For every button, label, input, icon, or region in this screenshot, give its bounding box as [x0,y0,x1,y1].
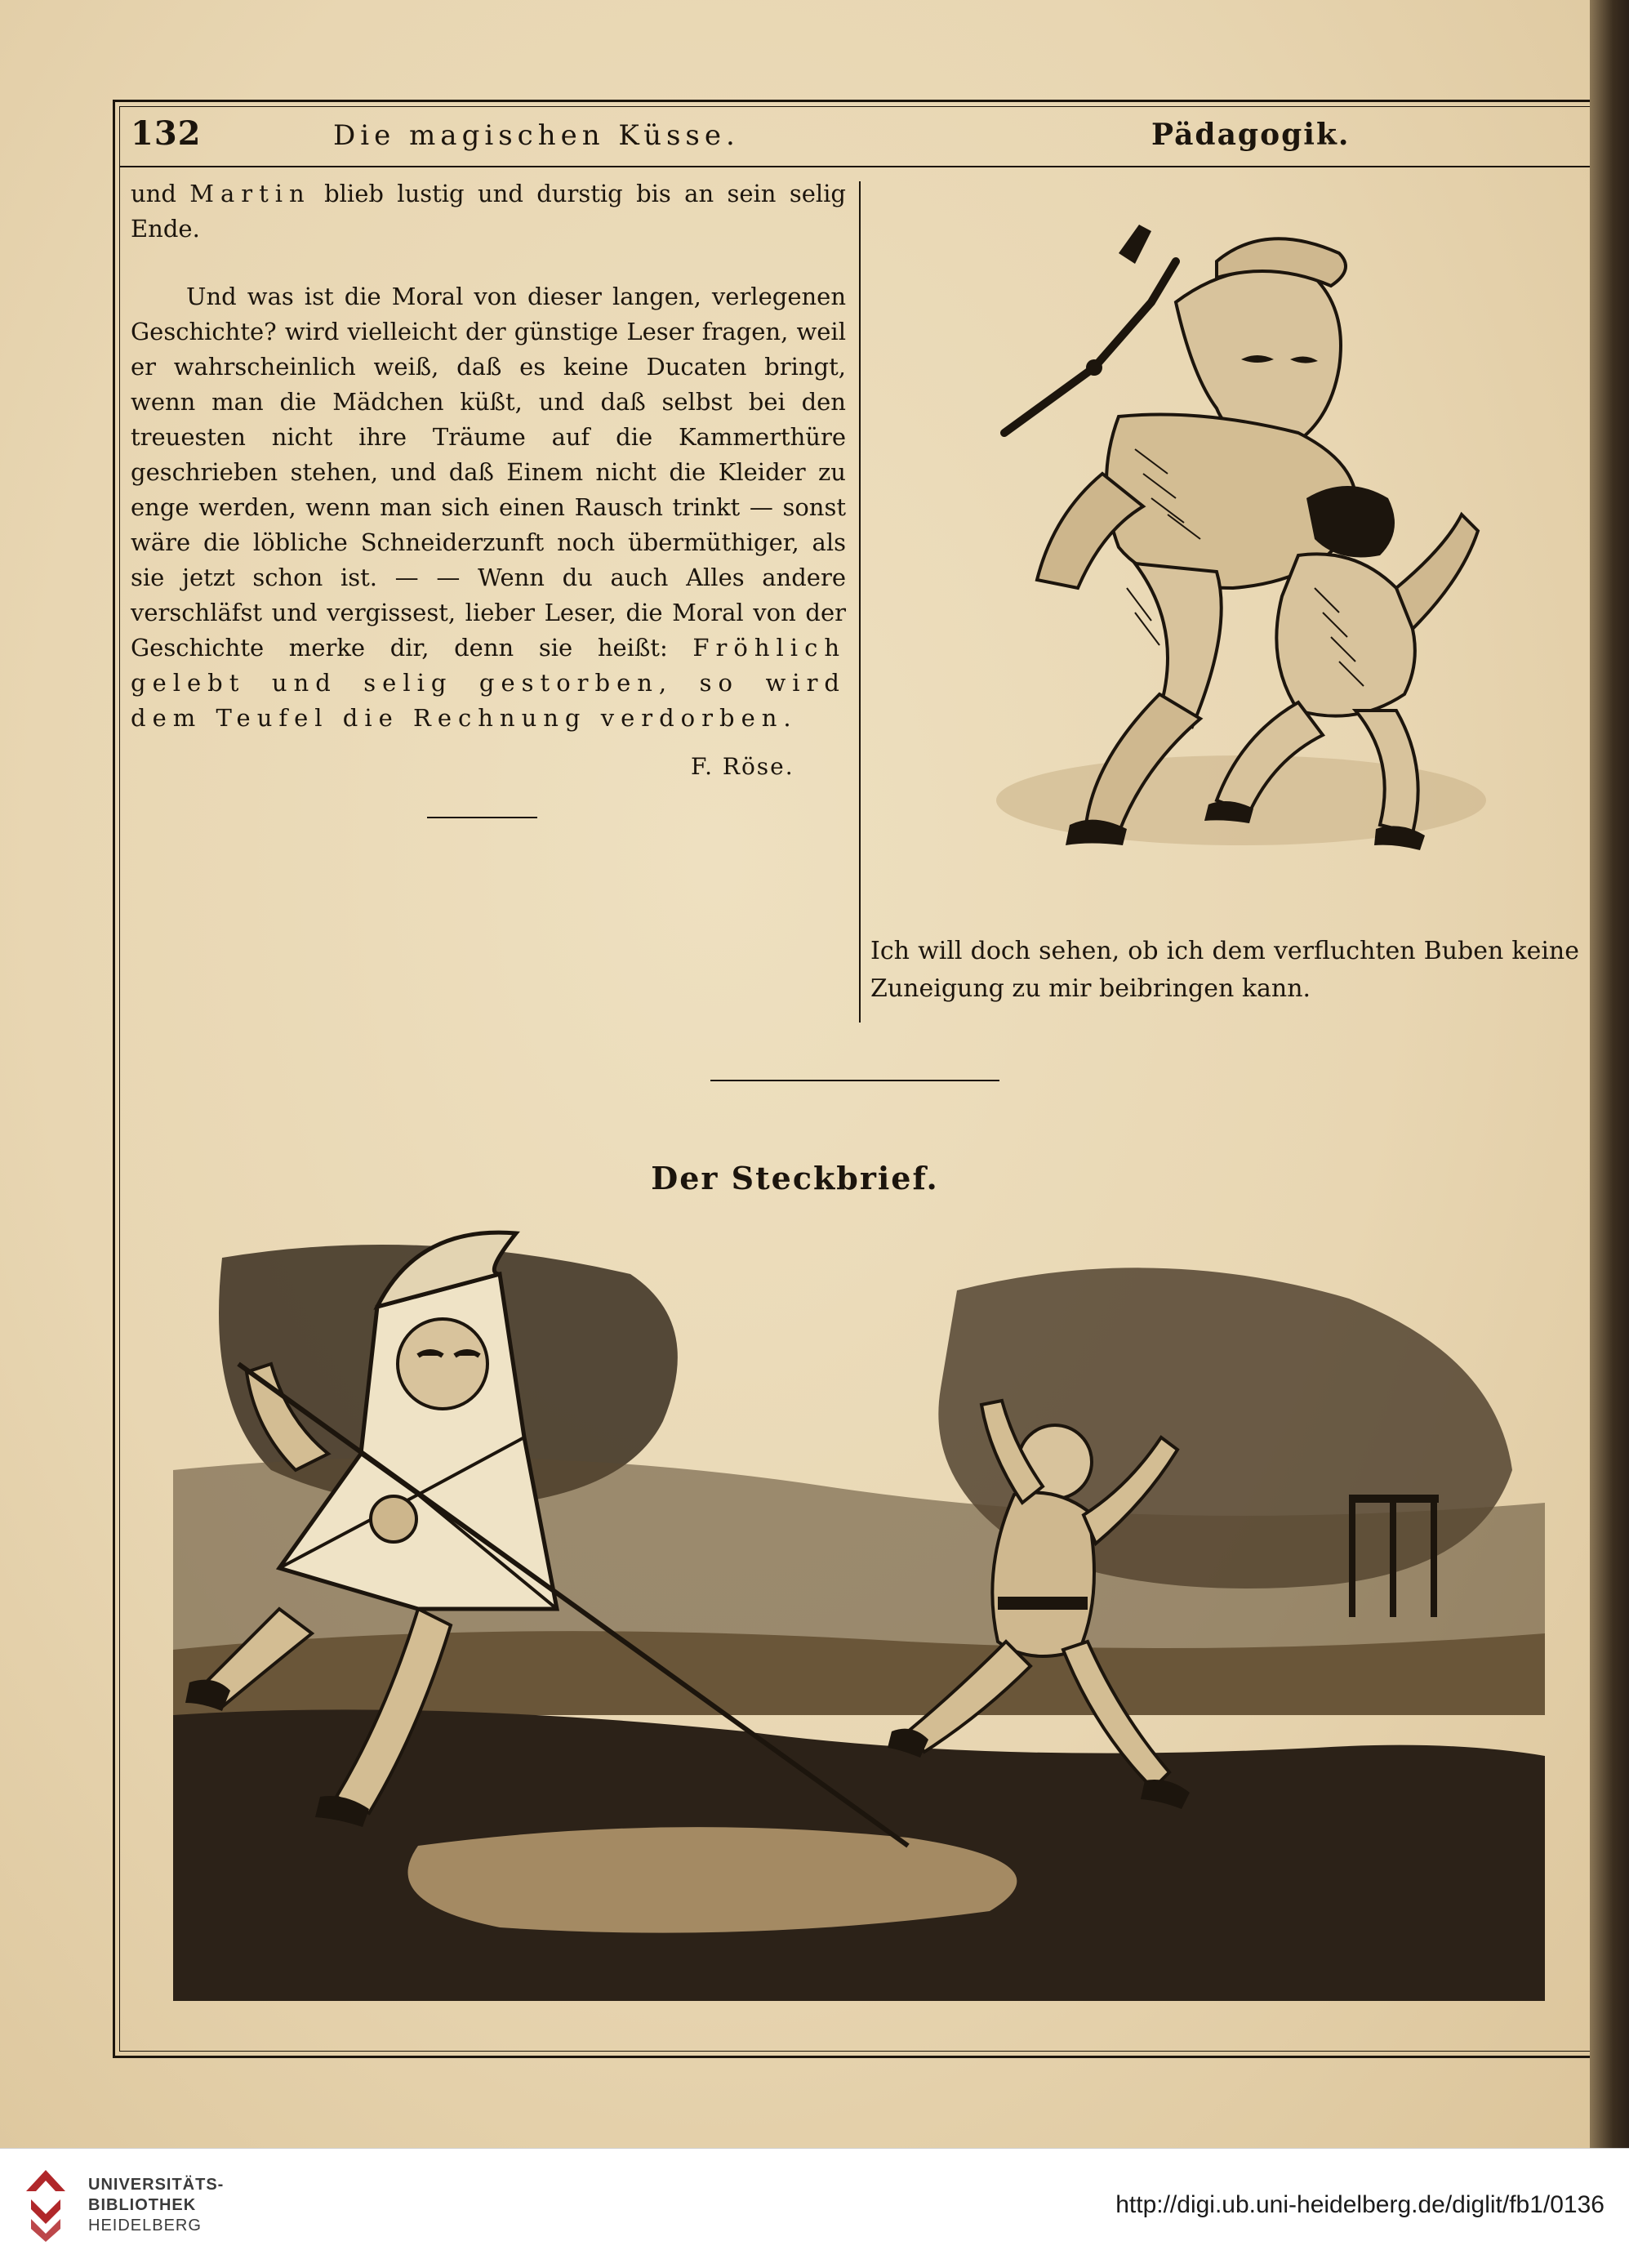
moral-text: Fröhlich gelebt und selig gestorben, so wird dem Teufel die Rechnung verdorben. [131,634,846,732]
source-url-link[interactable]: http://digi.ub.uni-heidelberg.de/diglit/fb1/0136 [1115,2191,1605,2218]
article-end-rule [427,817,537,818]
lead-text: und [131,180,190,207]
library-logo-icon [23,2167,69,2242]
paedagogik-illustration [972,204,1502,898]
viewer-footer [0,2148,1629,2268]
library-name-line-1: UNIVERSITÄTS- [88,2176,225,2194]
header-rule [119,166,1596,167]
column-divider [859,181,861,1023]
cartoon-title: Der Steckbrief. [651,1160,939,1196]
library-name-line-3: HEIDELBERG [88,2217,202,2235]
article-lead [131,176,846,247]
section-rule [710,1080,999,1081]
page-number: 132 [131,114,202,153]
man-figure [1004,225,1356,845]
paragraph-text: Und was ist die Moral von dieser langen, verlegenen Geschichte? wird vielleicht der günstige Leser fragen, weil er wahrscheinlich weiß, daß es keine Ducaten bringt, wenn man die Mädchen küßt, und daß selbst bei den treuesten nicht ihre Träume auf die Kammerthüre geschrieben stehen, und daß Einem nicht die Kleider zu enge werden, wenn man sich einen Rausch trinkt — sonst wäre die löbliche Schneiderzunft noch übermüthiger, als sie jetzt schon ist. — — Wenn du auch Alles andere verschläfst und vergissest, lieber Leser, die Moral von der Geschichte merke dir, denn sie heißt: [131,283,846,662]
illustration-caption: Ich will doch sehen, ob ich dem verfluchten Buben keine Zuneigung zu mir beibringen kann. [870,937,1579,1003]
lead-text-rest: blieb lustig und durstig bis an sein selig Ende. [131,180,846,243]
moral-paragraph [131,279,846,736]
scanner-background [1590,0,1629,2148]
article-text [131,176,846,736]
library-name-line-2: BIBLIOTHEK [88,2196,197,2214]
character-name: Martin [189,180,311,207]
author-signature: F. Röse. [691,753,794,780]
running-title: Die magischen Küsse. [333,119,740,152]
steckbrief-illustration [173,1225,1545,2001]
library-name [88,2175,224,2236]
section-title: Pädagogik. [1151,118,1351,152]
